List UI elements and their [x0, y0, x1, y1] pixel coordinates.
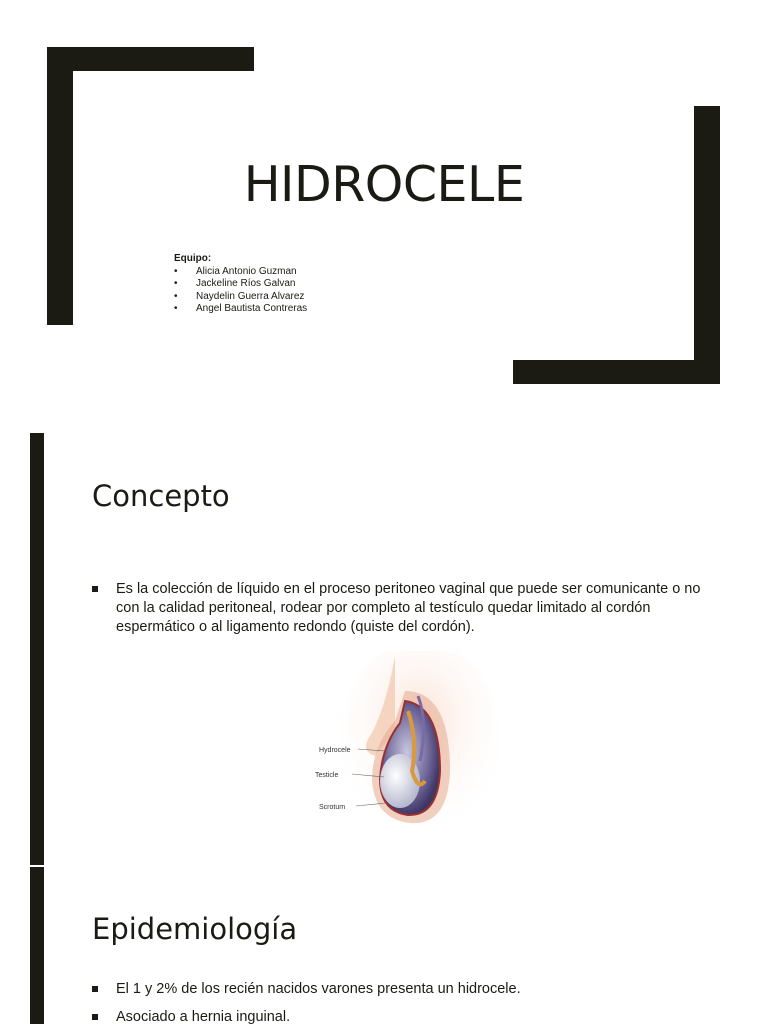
- bullet-item: El 1 y 2% de los recién nacidos varones presenta un hidrocele.: [92, 980, 712, 999]
- concept-slide: [0, 433, 768, 865]
- frame-bar-bottom-right-vertical: [694, 106, 720, 384]
- title-slide: [0, 0, 768, 410]
- section-title-concepto: Concepto: [92, 479, 230, 513]
- left-accent-bar: [30, 867, 44, 1024]
- concept-bullets: [92, 580, 712, 637]
- label-scrotum: Scrotum: [319, 804, 346, 811]
- epidemiology-bullets: [92, 980, 712, 1024]
- team-member-list: [174, 266, 307, 316]
- bullet-item: Es la colección de líquido en el proceso peritoneo vaginal que puede ser comunicante o no con la calidad peritoneal, rodear por completo al testículo quedar limitado al cordón espermático o al ligamento redondo (quiste del cordón).: [92, 580, 712, 637]
- section-title-epidemiologia: Epidemiología: [92, 912, 298, 946]
- team-member: • Angel Bautista Contreras: [174, 303, 307, 316]
- hydrocele-illustration: [300, 651, 500, 851]
- left-accent-bar: [30, 433, 44, 865]
- frame-bar-bottom-right-horizontal: [513, 360, 720, 384]
- presentation-title: HIDROCELE: [243, 156, 525, 213]
- label-hydrocele: Hydrocele: [319, 747, 351, 754]
- epidemiology-slide: [0, 867, 768, 1024]
- team-block: [174, 253, 307, 316]
- bullet-item: Asociado a hernia inguinal.: [92, 1008, 712, 1024]
- team-label: Equipo:: [174, 253, 212, 264]
- frame-bar-top-left-horizontal: [47, 47, 254, 71]
- team-member: • Alicia Antonio Guzman: [174, 266, 307, 279]
- team-member: • Jackeline Ríos Galvan: [174, 278, 307, 291]
- label-testicle: Testicle: [315, 772, 339, 779]
- team-member: • Naydelin Guerra Alvarez: [174, 291, 307, 304]
